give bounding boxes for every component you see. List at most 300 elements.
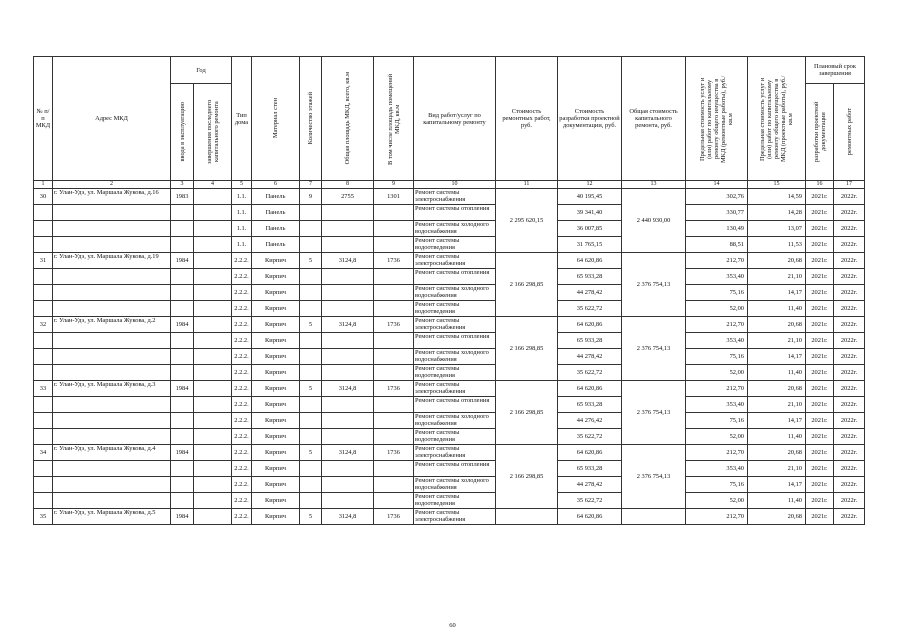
total-area	[322, 221, 374, 237]
design-cost: 65 933,28	[558, 461, 622, 477]
limit-cost-design: 14,17	[748, 285, 806, 301]
house-number	[34, 429, 53, 445]
year-last-repair	[194, 237, 232, 253]
total-cost: 2 376 754,13	[622, 381, 686, 445]
deadline-design: 2021г.	[806, 237, 834, 253]
house-number	[34, 477, 53, 493]
living-area: 1301	[374, 189, 414, 205]
living-area: 1736	[374, 509, 414, 525]
year-last-repair	[194, 349, 232, 365]
year-commission	[171, 461, 194, 477]
house-number	[34, 301, 53, 317]
floors	[300, 493, 322, 509]
house-type: 1.1.	[232, 237, 252, 253]
limit-cost-repair: 212,70	[686, 509, 748, 525]
column-number: 9	[374, 181, 414, 189]
limit-cost-repair: 212,70	[686, 445, 748, 461]
header-deadline: Плановый срок завершения	[806, 57, 865, 84]
year-commission	[171, 237, 194, 253]
limit-cost-repair: 75,16	[686, 477, 748, 493]
floors	[300, 333, 322, 349]
house-address: г. Улан-Удэ, ул. Маршала Жукова, д.2	[53, 317, 171, 333]
work-type: Ремонт системы холодного водоснабжения	[414, 413, 496, 429]
table-row	[34, 381, 865, 397]
total-area	[322, 413, 374, 429]
house-address	[53, 349, 171, 365]
total-cost: 2 376 754,13	[622, 445, 686, 509]
repair-cost: 2 166 298,85	[496, 381, 558, 445]
house-number: 30	[34, 189, 53, 205]
header-year-commission: ввода в эксплуатацию	[178, 102, 186, 162]
design-cost: 64 620,86	[558, 381, 622, 397]
limit-cost-design: 14,59	[748, 189, 806, 205]
house-type: 2.2.2.	[232, 285, 252, 301]
wall-material: Кирпич	[252, 301, 300, 317]
limit-cost-design: 11,53	[748, 237, 806, 253]
total-area	[322, 285, 374, 301]
deadline-design: 2021г.	[806, 221, 834, 237]
house-number	[34, 205, 53, 221]
repair-cost: 2 166 298,85	[496, 317, 558, 381]
header-living-area: В том числе площадь помещений МКД, кв.м	[386, 72, 401, 165]
year-last-repair	[194, 285, 232, 301]
wall-material: Кирпич	[252, 461, 300, 477]
limit-cost-design: 14,17	[748, 477, 806, 493]
work-type: Ремонт системы водоотведения	[414, 493, 496, 509]
repair-cost	[496, 509, 558, 525]
year-commission	[171, 429, 194, 445]
design-cost: 65 933,28	[558, 333, 622, 349]
deadline-design: 2021г.	[806, 477, 834, 493]
work-type: Ремонт системы электроснабжения	[414, 509, 496, 525]
floors	[300, 237, 322, 253]
limit-cost-design: 21,10	[748, 397, 806, 413]
limit-cost-design: 11,40	[748, 493, 806, 509]
house-address: г. Улан-Удэ, ул. Маршала Жукова, д.19	[53, 253, 171, 269]
column-number: 3	[171, 181, 194, 189]
column-number: 16	[806, 181, 834, 189]
total-area	[322, 397, 374, 413]
house-number	[34, 493, 53, 509]
design-cost: 35 622,72	[558, 429, 622, 445]
deadline-repair: 2022г.	[834, 381, 865, 397]
year-commission	[171, 285, 194, 301]
work-type: Ремонт системы холодного водоснабжения	[414, 349, 496, 365]
living-area	[374, 301, 414, 317]
house-address	[53, 429, 171, 445]
year-commission	[171, 269, 194, 285]
limit-cost-repair: 52,00	[686, 365, 748, 381]
living-area	[374, 269, 414, 285]
wall-material: Кирпич	[252, 317, 300, 333]
total-area: 3124,8	[322, 445, 374, 461]
design-cost: 64 620,86	[558, 509, 622, 525]
limit-cost-repair: 212,70	[686, 381, 748, 397]
house-type: 2.2.2.	[232, 429, 252, 445]
total-area	[322, 493, 374, 509]
work-type: Ремонт системы холодного водоснабжения	[414, 285, 496, 301]
year-last-repair	[194, 333, 232, 349]
total-cost: 2 376 754,13	[622, 253, 686, 317]
wall-material: Кирпич	[252, 493, 300, 509]
header-total-cost: Общая стоимость капитального ремонта, руб.	[622, 57, 686, 181]
header-floors: Количество этажей	[307, 92, 314, 145]
table-row	[34, 269, 865, 285]
house-number	[34, 349, 53, 365]
limit-cost-repair: 353,40	[686, 333, 748, 349]
house-address	[53, 237, 171, 253]
year-commission	[171, 301, 194, 317]
design-cost: 44 278,42	[558, 285, 622, 301]
work-type: Ремонт системы электроснабжения	[414, 445, 496, 461]
column-number: 6	[252, 181, 300, 189]
table-row	[34, 365, 865, 381]
work-type: Ремонт системы электроснабжения	[414, 317, 496, 333]
floors	[300, 349, 322, 365]
floors	[300, 221, 322, 237]
floors: 5	[300, 253, 322, 269]
design-cost: 31 765,15	[558, 237, 622, 253]
house-type: 2.2.2.	[232, 301, 252, 317]
wall-material: Кирпич	[252, 429, 300, 445]
living-area	[374, 413, 414, 429]
deadline-repair: 2022г.	[834, 413, 865, 429]
year-commission	[171, 205, 194, 221]
table-row	[34, 445, 865, 461]
limit-cost-design: 11,40	[748, 429, 806, 445]
limit-cost-design: 21,10	[748, 333, 806, 349]
deadline-repair: 2022г.	[834, 221, 865, 237]
limit-cost-repair: 353,40	[686, 269, 748, 285]
year-commission: 1984	[171, 445, 194, 461]
floors: 5	[300, 445, 322, 461]
year-commission	[171, 397, 194, 413]
year-last-repair	[194, 397, 232, 413]
floors	[300, 365, 322, 381]
house-type: 2.2.2.	[232, 445, 252, 461]
total-area: 3124,8	[322, 381, 374, 397]
house-address	[53, 477, 171, 493]
limit-cost-repair: 212,70	[686, 317, 748, 333]
design-cost: 40 195,45	[558, 189, 622, 205]
work-type: Ремонт системы электроснабжения	[414, 381, 496, 397]
deadline-design: 2021г.	[806, 333, 834, 349]
limit-cost-repair: 353,40	[686, 461, 748, 477]
living-area	[374, 349, 414, 365]
house-number: 31	[34, 253, 53, 269]
work-type: Ремонт системы отопления	[414, 333, 496, 349]
table-row	[34, 349, 865, 365]
deadline-design: 2021г.	[806, 317, 834, 333]
limit-cost-repair: 302,76	[686, 189, 748, 205]
living-area	[374, 333, 414, 349]
limit-cost-design: 14,17	[748, 413, 806, 429]
house-type: 1.1.	[232, 205, 252, 221]
living-area	[374, 285, 414, 301]
deadline-design: 2021г.	[806, 445, 834, 461]
deadline-repair: 2022г.	[834, 509, 865, 525]
deadline-repair: 2022г.	[834, 301, 865, 317]
house-number: 33	[34, 381, 53, 397]
column-number: 8	[322, 181, 374, 189]
total-area	[322, 333, 374, 349]
table-row	[34, 317, 865, 333]
design-cost: 35 622,72	[558, 365, 622, 381]
year-last-repair	[194, 301, 232, 317]
header-wall-material: Материал стен	[272, 98, 279, 139]
year-commission	[171, 477, 194, 493]
header-work-type: Вид работ/услуг по капитальному ремонту	[414, 57, 496, 181]
house-number	[34, 333, 53, 349]
living-area	[374, 237, 414, 253]
deadline-repair: 2022г.	[834, 189, 865, 205]
design-cost: 44 278,42	[558, 349, 622, 365]
deadline-design: 2021г.	[806, 205, 834, 221]
house-address	[53, 493, 171, 509]
deadline-design: 2021г.	[806, 253, 834, 269]
house-number	[34, 461, 53, 477]
header-limit-cost-1: Предельная стоимость услуг и (или) работ по капитальному ремонту общего имущества в МКД (ремонтные работы), руб./кв.м	[699, 74, 734, 163]
design-cost: 44 278,42	[558, 477, 622, 493]
living-area	[374, 365, 414, 381]
limit-cost-design: 11,40	[748, 365, 806, 381]
deadline-design: 2021г.	[806, 509, 834, 525]
limit-cost-repair: 52,00	[686, 429, 748, 445]
year-last-repair	[194, 317, 232, 333]
house-type: 1.1.	[232, 221, 252, 237]
limit-cost-design: 14,28	[748, 205, 806, 221]
house-type: 2.2.2.	[232, 333, 252, 349]
year-commission	[171, 349, 194, 365]
design-cost: 44 276,42	[558, 413, 622, 429]
living-area	[374, 477, 414, 493]
house-address: г. Улан-Удэ, ул. Маршала Жукова, д.5	[53, 509, 171, 525]
deadline-design: 2021г.	[806, 349, 834, 365]
living-area	[374, 493, 414, 509]
house-type: 1.1.	[232, 189, 252, 205]
work-type: Ремонт системы отопления	[414, 269, 496, 285]
house-type: 2.2.2.	[232, 349, 252, 365]
year-last-repair	[194, 477, 232, 493]
total-area: 2755	[322, 189, 374, 205]
deadline-design: 2021г.	[806, 429, 834, 445]
year-commission: 1984	[171, 381, 194, 397]
column-number: 15	[748, 181, 806, 189]
deadline-repair: 2022г.	[834, 461, 865, 477]
house-number	[34, 365, 53, 381]
table-row	[34, 189, 865, 205]
year-last-repair	[194, 269, 232, 285]
deadline-repair: 2022г.	[834, 333, 865, 349]
column-number: 4	[194, 181, 232, 189]
limit-cost-repair: 52,00	[686, 301, 748, 317]
table-row	[34, 221, 865, 237]
header-deadline-repair: ремонтных работ	[845, 108, 853, 156]
work-type: Ремонт системы отопления	[414, 397, 496, 413]
limit-cost-design: 20,68	[748, 253, 806, 269]
header-repair-cost: Стоимость ремонтных работ, руб.	[496, 57, 558, 181]
header-total-area: Общая площадь МКД, всего, кв.м	[344, 72, 351, 165]
limit-cost-design: 11,40	[748, 301, 806, 317]
repair-cost: 2 295 620,15	[496, 189, 558, 253]
work-type: Ремонт системы холодного водоснабжения	[414, 477, 496, 493]
table-row	[34, 285, 865, 301]
house-type: 2.2.2.	[232, 493, 252, 509]
work-type: Ремонт системы холодного водоснабжения	[414, 221, 496, 237]
total-area: 3124,8	[322, 317, 374, 333]
design-cost: 64 620,86	[558, 317, 622, 333]
wall-material: Панель	[252, 237, 300, 253]
total-area: 3124,8	[322, 253, 374, 269]
table-row	[34, 397, 865, 413]
total-area	[322, 205, 374, 221]
house-type: 2.2.2.	[232, 509, 252, 525]
floors: 5	[300, 509, 322, 525]
living-area: 1736	[374, 445, 414, 461]
wall-material: Кирпич	[252, 365, 300, 381]
living-area: 1736	[374, 253, 414, 269]
house-address	[53, 269, 171, 285]
year-last-repair	[194, 381, 232, 397]
house-address	[53, 365, 171, 381]
living-area: 1736	[374, 381, 414, 397]
header-year: Год	[171, 57, 232, 84]
column-number: 13	[622, 181, 686, 189]
capital-repair-table	[33, 56, 865, 525]
wall-material: Кирпич	[252, 253, 300, 269]
house-number	[34, 237, 53, 253]
wall-material: Кирпич	[252, 333, 300, 349]
column-number: 5	[232, 181, 252, 189]
year-commission	[171, 365, 194, 381]
repair-cost: 2 166 298,85	[496, 253, 558, 317]
work-type: Ремонт системы водоотведения	[414, 237, 496, 253]
total-area	[322, 301, 374, 317]
table-row	[34, 477, 865, 493]
column-number: 11	[496, 181, 558, 189]
year-commission	[171, 413, 194, 429]
house-number	[34, 221, 53, 237]
deadline-repair: 2022г.	[834, 269, 865, 285]
header-address: Адрес МКД	[53, 57, 171, 181]
floors	[300, 397, 322, 413]
year-last-repair	[194, 205, 232, 221]
table-row	[34, 509, 865, 525]
table-row	[34, 205, 865, 221]
limit-cost-repair: 75,16	[686, 349, 748, 365]
house-address: г. Улан-Удэ, ул. Маршала Жукова, д.4	[53, 445, 171, 461]
house-address: г. Улан-Удэ, ул. Маршала Жукова, д.3	[53, 381, 171, 397]
deadline-repair: 2022г.	[834, 317, 865, 333]
house-type: 2.2.2.	[232, 413, 252, 429]
deadline-design: 2021г.	[806, 285, 834, 301]
design-cost: 35 622,72	[558, 493, 622, 509]
design-cost: 35 622,72	[558, 301, 622, 317]
floors	[300, 301, 322, 317]
deadline-repair: 2022г.	[834, 397, 865, 413]
house-type: 2.2.2.	[232, 397, 252, 413]
floors	[300, 269, 322, 285]
year-last-repair	[194, 365, 232, 381]
house-address	[53, 397, 171, 413]
table-row	[34, 333, 865, 349]
year-commission	[171, 221, 194, 237]
work-type: Ремонт системы водоотведения	[414, 429, 496, 445]
table-row	[34, 237, 865, 253]
house-address	[53, 333, 171, 349]
year-commission: 1983	[171, 189, 194, 205]
house-address	[53, 461, 171, 477]
wall-material: Кирпич	[252, 381, 300, 397]
limit-cost-design: 20,68	[748, 509, 806, 525]
column-number: 1	[34, 181, 53, 189]
year-commission	[171, 333, 194, 349]
deadline-design: 2021г.	[806, 381, 834, 397]
living-area	[374, 397, 414, 413]
house-number: 32	[34, 317, 53, 333]
year-commission: 1984	[171, 253, 194, 269]
limit-cost-design: 14,17	[748, 349, 806, 365]
work-type: Ремонт системы водоотведения	[414, 301, 496, 317]
wall-material: Панель	[252, 189, 300, 205]
table-body	[34, 189, 865, 525]
wall-material: Панель	[252, 221, 300, 237]
design-cost: 64 620,86	[558, 253, 622, 269]
deadline-repair: 2022г.	[834, 205, 865, 221]
deadline-repair: 2022г.	[834, 349, 865, 365]
house-number: 34	[34, 445, 53, 461]
year-last-repair	[194, 493, 232, 509]
wall-material: Кирпич	[252, 285, 300, 301]
work-type: Ремонт системы электроснабжения	[414, 189, 496, 205]
year-commission: 1984	[171, 509, 194, 525]
year-last-repair	[194, 413, 232, 429]
house-address	[53, 413, 171, 429]
floors	[300, 285, 322, 301]
total-area	[322, 269, 374, 285]
limit-cost-design: 21,10	[748, 461, 806, 477]
floors	[300, 477, 322, 493]
limit-cost-design: 20,68	[748, 381, 806, 397]
house-number: 35	[34, 509, 53, 525]
header-num: № п/п МКД	[34, 57, 53, 181]
deadline-design: 2021г.	[806, 397, 834, 413]
table-row	[34, 301, 865, 317]
deadline-repair: 2022г.	[834, 493, 865, 509]
wall-material: Кирпич	[252, 269, 300, 285]
house-type: 2.2.2.	[232, 381, 252, 397]
year-last-repair	[194, 445, 232, 461]
header-row-1	[34, 57, 865, 84]
work-type: Ремонт системы водоотведения	[414, 365, 496, 381]
work-type: Ремонт системы отопления	[414, 205, 496, 221]
house-address	[53, 301, 171, 317]
house-type: 2.2.2.	[232, 477, 252, 493]
deadline-repair: 2022г.	[834, 477, 865, 493]
floors	[300, 205, 322, 221]
total-area	[322, 365, 374, 381]
house-type: 2.2.2.	[232, 269, 252, 285]
floors: 9	[300, 189, 322, 205]
repair-cost: 2 166 298,85	[496, 445, 558, 509]
deadline-repair: 2022г.	[834, 253, 865, 269]
floors	[300, 413, 322, 429]
column-numbers-row	[34, 181, 865, 189]
total-cost: 2 440 930,00	[622, 189, 686, 253]
deadline-design: 2021г.	[806, 269, 834, 285]
total-cost	[622, 509, 686, 525]
limit-cost-repair: 75,16	[686, 285, 748, 301]
